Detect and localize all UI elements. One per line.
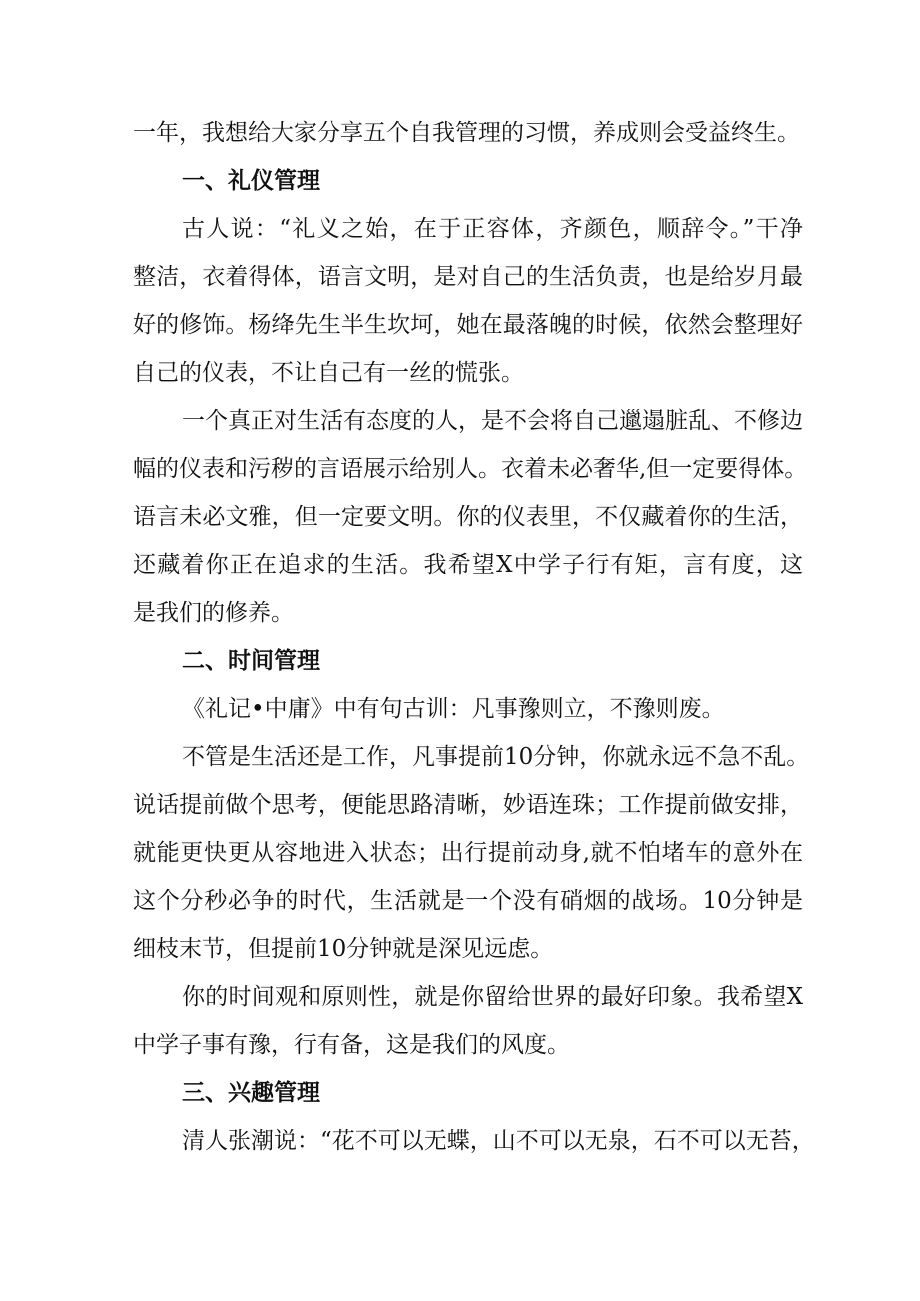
- text-line: 自己的仪表，不让自己有一丝的慌张。: [133, 360, 524, 386]
- section-heading-etiquette: 一、礼仪管理: [182, 168, 320, 194]
- section-heading-time: 二、时间管理: [182, 648, 320, 674]
- text-line: 幅的仪表和污秽的言语展示给别人。衣着未必奢华,但一定要得体。: [133, 456, 808, 482]
- text-line: 说话提前做个思考，便能思路清晰，妙语连珠；工作提前做安排，: [133, 792, 803, 818]
- text-line: 细枝末节，但提前10分钟就是深见远虑。: [133, 936, 554, 962]
- text-line: 整洁，衣着得体，语言文明，是对自己的生活负责，也是给岁月最: [133, 264, 803, 290]
- text-line: 中学子事有豫，行有备，这是我们的风度。: [133, 1032, 570, 1058]
- text-line: 一个真正对生活有态度的人，是不会将自己邋遢脏乱、不修边: [182, 408, 803, 434]
- text-line: 不管是生活还是工作，凡事提前10分钟，你就永远不急不乱。: [182, 744, 810, 770]
- text-line: 好的修饰。杨绛先生半生坎坷，她在最落魄的时候，依然会整理好: [133, 312, 803, 338]
- text-line: 是我们的修养。: [133, 600, 294, 626]
- text-line: 你的时间观和原则性，就是你留给世界的最好印象。我希望X: [182, 984, 803, 1010]
- text-line: 《礼记•中庸》中有句古训：凡事豫则立，不豫则废。: [182, 696, 725, 722]
- text-line: 一年，我想给大家分享五个自我管理的习惯，养成则会受益终生。: [133, 120, 800, 146]
- text-line: 古人说：“礼义之始，在于正容体，齐颜色，顺辞令。”干净: [182, 216, 803, 242]
- section-heading-interest: 三、兴趣管理: [182, 1080, 320, 1106]
- text-line: 语言未必文雅，但一定要文明。你的仪表里，不仅藏着你的生活，: [133, 504, 803, 530]
- text-line: 这个分秒必争的时代，生活就是一个没有硝烟的战场。10分钟是: [133, 888, 803, 914]
- text-line: 就能更快更从容地进入状态；出行提前动身,就不怕堵车的意外在: [133, 840, 803, 866]
- text-line: 还藏着你正在追求的生活。我希望X中学子行有矩，言有度，这: [133, 552, 803, 578]
- text-line: 清人张潮说：“花不可以无蝶，山不可以无泉，石不可以无苔，: [182, 1128, 815, 1154]
